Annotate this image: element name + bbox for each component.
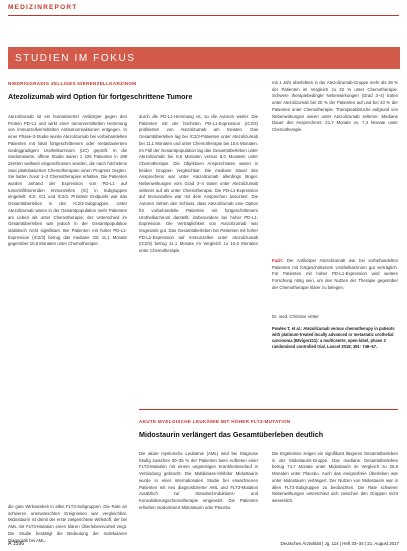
section-header-label: MEDIZINREPORT [8,4,78,11]
article2-column-2 [272,451,398,537]
fazit-text: Der Antikörper Atezolizumab war bei vorbehandelten Patienten mit fortgeschrittenem Urothelkarzinom gut verträglich. Für Patienten mit hoher PD-L1-Expression wird weitere Forschung nötig sein, um den Nutzen der Therapie gegenüber der Chemotherapie klarer zu belegen. [272,258,398,290]
article1-author: Dr. med. Christine Vetter [272,314,319,319]
article2-headline: Midostaurin verlängert das Gesamtüberleben deutlich [139,430,324,439]
article1-fazit [272,258,398,314]
section-title: STUDIEN IM FOKUS [15,52,136,64]
article1-headline: Atezolizumab wird Option für fortgeschrittene Tumore [8,92,193,101]
article1-column-2 [139,114,258,504]
article1-col2-text: durch die PD-L1-Hemmung ist, so die Autoren weiter. Die Patienten mit der höchsten PD-L1-Expression (IC2/3) profitierten von Atezolizumab am meisten. Das Gesamtüberleben lag bei IC2/3-Patienten unter Atezolizumab bei 11,1 Monaten und unter Chemotherapie bei 10,6 Monaten. Im Fall der Gesamtpopulation lag das Gesamtüberleben unter Atezolizumab bei 8,6 Monaten versus 8,0 Monaten unter Chemotherapie. Die Objektiven Ansprechraten waren in beiden Gruppen vergleichbar. Die mediane Dauer des Ansprechens war unter Atezolizumab allerdings länger. Nebenwirkungen vom Grad 3–4 traten unter Atezolizumab seltener auf als unter Chemotherapie. Die PD-L1-Expression auf Immunzellen war mit dem Ansprechen assoziiert. Die Autoren ziehen den Schluss, dass Atezolizumab eine Option für vorbehandelte Patienten mit fortgeschrittenem Urothelkarzinom darstellt, insbesondere bei hoher PD-L1-Expression. Die Verträglichkeit von Atezolizumab war insgesamt gut. Das Gesamtüberleben bei Patienten mit hoher PD-L1-Expression auf Immunzellen unter Atezolizumab (IC2/3) betrug 11,1 Monate im Vergleich zu 10,6 Monaten unter Chemotherapie. [139,114,258,254]
article1-column-3 [272,80,398,258]
header-divider [8,15,399,16]
article2-col3-text: die gute Wirksamkeit in allen FLT3-Subgruppen. Die Rate an schweren unerwünschten Ereignissen war vergleichbar. Midostaurin ist damit der erste zielgerichtete Wirkstoff, der bei AML mit FLT3-Mutation einen klaren Überlebensvorteil zeigt. Die Studie bestätigt die Bedeutung der molekularen Diagnostik bei AML. [8,504,127,543]
article1-reference: Powles T, et al.: Atezolizumab versus chemotherapy in patients with platinum-treated locally advanced or metastatic urothelial carcinoma (IMvigor211): a multicentre, open-label, phase 3 randomised controlled trial. Lancet 2018; 391: 748–57. [272,326,395,349]
article2-col1-text: Die akute myeloische Leukämie (AML) wird bei Diagnose häufig zwischen 30–35 % der Patienten beim Auftreten einer FLT3-Mutation mit einem ungünstigen Krankheitsverlauf in Verbindung gebracht. Die Multikinase-Inhibitor Midostaurin wurde in einer internationalen Studie bei erwachsenen Patienten mit neu diagnostizierter AML und FLT3-Mutation zusätzlich zur Standard-Induktions- und Konsolidierungschemotherapie eingesetzt. Die Patienten erhielten randomisiert Midostaurin oder Placebo. [139,451,258,510]
page-number: A 1596 [8,541,25,547]
article2-column-1 [139,451,258,537]
article1-kicker: NIEDRIGGRADIG ZELLIGES NIERENZELLKARZINOM [8,81,137,86]
fazit-label: Fazit: [272,258,284,263]
article2-kicker: AKUTE MYELOISCHE LEUKÄMIE MIT HOHER FLT3-MUTATION [139,419,291,424]
article1-col3-text: mit 1 Jahr überlebten in der Atezolizumab-Gruppe mehr als 39 % der Patienten im Vergleich zu 32 % unter Chemotherapie. Schwere therapiebedingte Nebenwirkungen (Grad 3–4) traten unter Atezolizumab bei 20 % der Patienten auf und bei 43 % der Patienten unter Chemotherapie. Therapieabbrüche aufgrund von Nebenwirkungen waren unter Atezolizumab seltener. Mediane Dauer des Ansprechens: 21,7 Monate vs. 7,4 Monate unter Chemotherapie. [272,80,398,132]
article-divider [139,409,398,410]
article2-col2-text: Die Ergebnisse zeigen ein signifikant längeres Gesamtüberleben in der Midostaurin-Gruppe. Das mediane Gesamtüberleben betrug 74,7 Monate unter Midostaurin im Vergleich zu 25,6 Monaten unter Placebo. Auch das ereignisfreie Überleben war unter Midostaurin verlängert. Der Nutzen von Midostaurin war in allen FLT3-Subgruppen zu beobachten. Die Rate schwerer Nebenwirkungen unterschied sich zwischen den Gruppen nicht wesentlich. [272,451,398,503]
article1-col1-text: Atezolizumab ist ein humanisierter Antikörper gegen den Protein PD-L1 und wirkt einer tumorvermittelten Hemmung von immunzellvermittelten Antitumorreaktionen entgegen. In einer Phase-3-Studie wurde Atezolizumab bei vorbehandelten Patienten mit lokal fortgeschrittenem oder metastasiertem niedriggradigem Urothelkarzinom (UC) geprüft. In die randomisierte, offene Studie waren 1 225 Patienten in 198 Zentren weltweit eingeschlossen worden, die nach höchstens zwei platinbasierten Chemotherapien einen Progress zeigten. Sie hatten zuvor 1–2 Chemotherapien erhalten. Die Patienten wurden anhand der Expression von PD-L1 auf tumorinfiltrierenden Immunzellen (IC) in Subgruppen eingeteilt: IC0, IC1 und IC2/3. Primärer Endpunkt war das Gesamtüberleben in den IC2/3-Subgruppen. Unter Atezolizumab waren in der Gesamtpopulation mehr Patienten am Leben als unter Chemotherapie; der Unterschied im Gesamtüberleben war jedoch in der Gesamtpopulation statistisch nicht signifikant. Bei Patienten mit hoher PD-L1-Expression (IC2/3) betrug das mediane OS 11,1 Monate gegenüber 10,6 Monaten unter Chemotherapie. [8,114,127,247]
publication-footer: Deutsches Ärzteblatt | Jg. 114 | Heft 33–34 | 21. August 2017 [280,541,399,546]
article2-column-3 [8,504,127,543]
article1-column-1 [8,114,127,504]
section-banner [8,47,400,69]
